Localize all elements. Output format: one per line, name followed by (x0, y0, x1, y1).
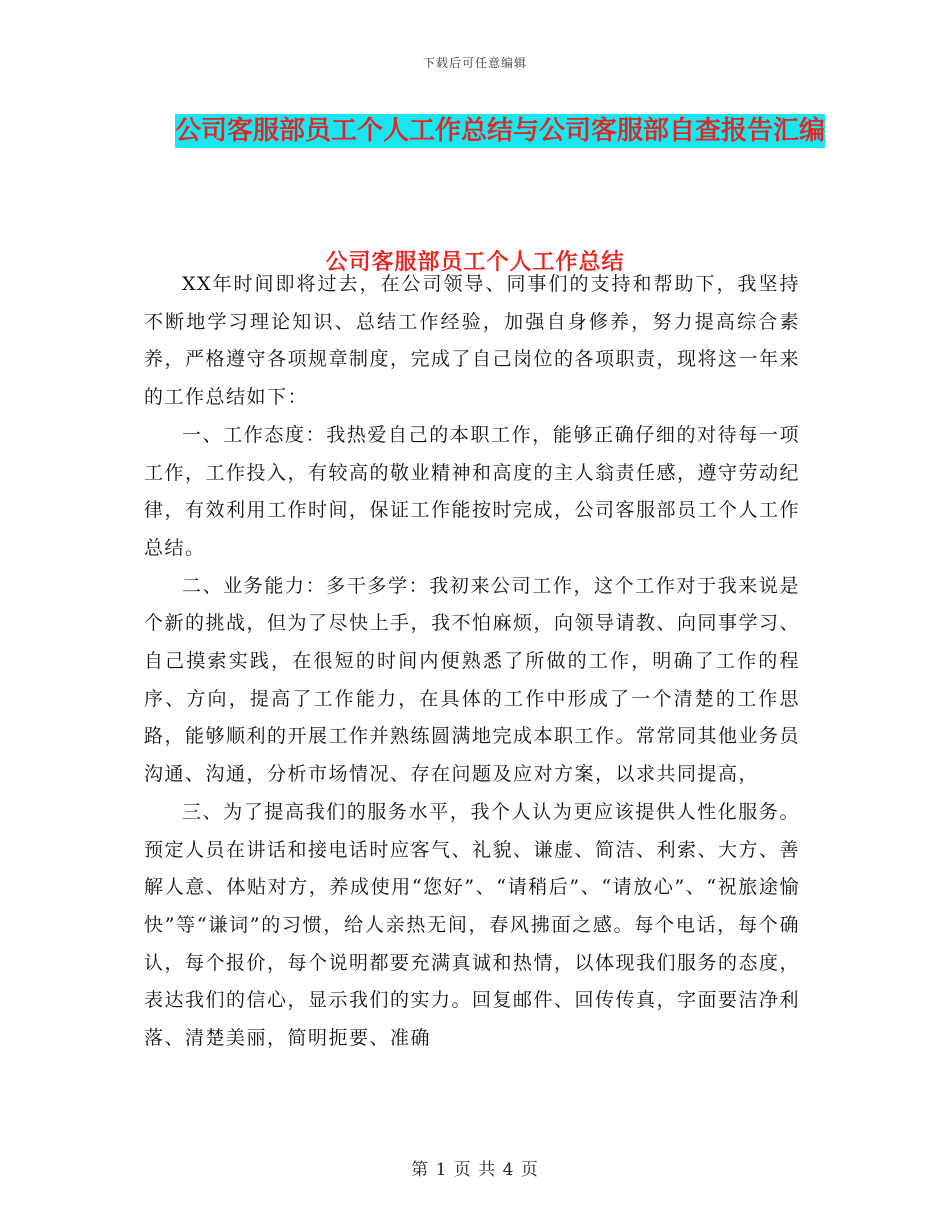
document-body (144, 266, 800, 1058)
body-paragraph: XX年时间即将过去，在公司领导、同事们的支持和帮助下，我坚持不断地学习理论知识、总结工作经验，加强自身修养，努力提高综合素养，严格遵守各项规章制度，完成了自己岗位的各项职责，现将这一年来的工作总结如下： (144, 273, 801, 409)
section-title: 公司客服部员工个人工作总结 (325, 249, 625, 275)
document-title-text: 公司客服部员工个人工作总结与公司客服部自查报告汇编 (174, 116, 825, 146)
body-paragraph: 一、工作态度：我热爱自己的本职工作，能够正确仔细的对待每一项工作，工作投入，有较高的敬业精神和高度的主人翁责任感，遵守劳动纪律，有效利用工作时间，保证工作能按时完成，公司客服部员工个人工作总结。 (144, 423, 801, 559)
page-header-note: 下载后可任意编辑 (422, 56, 527, 70)
body-paragraph: 二、业务能力：多干多学：我初来公司工作，这个工作对于我来说是个新的挑战，但为了尽快上手，我不怕麻烦，向领导请教、向同事学习、自己摸索实践，在很短的时间内便熟悉了所做的工作，明确了工作的程序、方向，提高了工作能力，在具体的工作中形成了一个清楚的工作思路，能够顺利的开展工作并熟练圆满地完成本职工作。常常同其他业务员沟通、沟通，分析市场情况、存在问题及应对方案，以求共同提高， (144, 574, 801, 786)
document-title (140, 108, 860, 154)
page-number-footer: 第 1 页 共 4 页 (411, 1160, 539, 1180)
body-paragraph: 三、为了提高我们的服务水平，我个人认为更应该提供人性化服务。预定人员在讲话和接电话时应客气、礼貌、谦虚、简洁、利索、大方、善解人意、体贴对方，养成使用“您好”、“请稍后”、“请放心”、“祝旅途愉快”等“谦词”的习惯，给人亲热无间，春风拂面之感。每个电话，每个确认，每个报价，每个说明都要充满真诚和热情，以体现我们服务的态度，表达我们的信心，显示我们的实力。回复邮件、回传传真，字面要洁净利落、清楚美丽，简明扼要、准确 (144, 800, 801, 1050)
